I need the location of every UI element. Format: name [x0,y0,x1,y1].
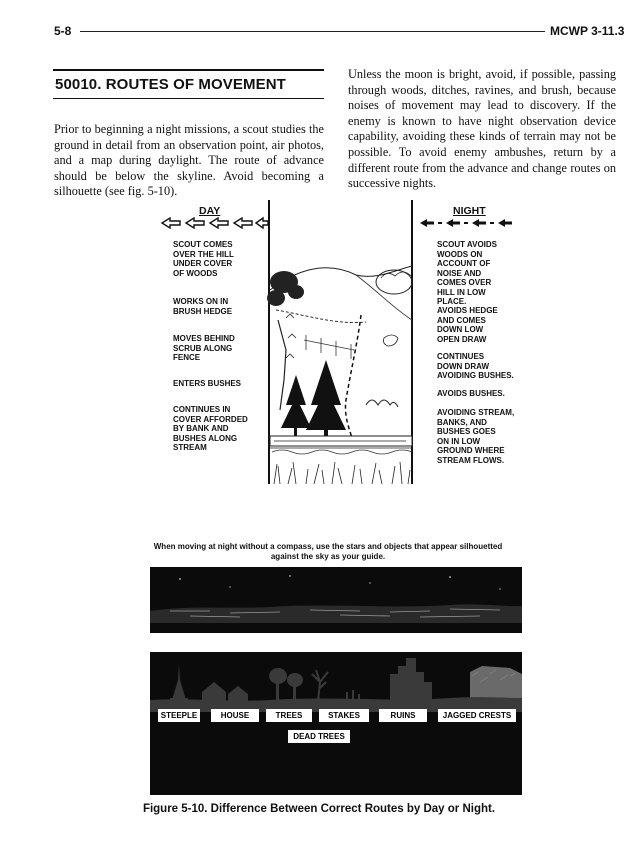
page-number: 5-8 [54,24,72,38]
night-step: AVOIDING STREAM, BANKS, AND BUSHES GOES ON IN LOW GROUND WHERE STREAM FLOWS. [437,408,515,465]
label-jagged-crests: JAGGED CRESTS [438,709,516,722]
figure-caption: Figure 5-10. Difference Between Correct Routes by Day or Night. [142,803,496,815]
label-stakes: STAKES [319,709,369,722]
day-arrows-icon [160,216,270,230]
title-rule-bottom [53,98,324,99]
label-trees: TREES [266,709,312,722]
day-step: SCOUT COMES OVER THE HILL UNDER COVER OF WOODS [173,240,234,278]
day-step: WORKS ON IN BRUSH HEDGE [173,297,233,316]
label-ruins: RUINS [379,709,427,722]
silhouette-panel [150,652,522,795]
night-step: AVOIDS BUSHES. [437,389,505,398]
night-guidance-caption: When moving at night without a compass, use the stars and objects that appear silhouetted against the sky as your guide. [153,542,503,561]
night-step: CONTINUES DOWN DRAW AVOIDING BUSHES. [437,352,514,380]
label-dead-trees: DEAD TREES [288,730,350,743]
paragraph-left: Prior to beginning a night missions, a scout studies the ground in detail from an observation point, air photos, and a map during daylight. The route of advance should be below the skyline. Avoid becoming a silhouette (see fig. 5-10). [54,122,324,199]
night-step: SCOUT AVOIDS WOODS ON ACCOUNT OF NOISE AND COMES OVER HILL IN LOW PLACE. [437,240,498,306]
publication-id: MCWP 3-11.3 [550,24,625,38]
day-heading: DAY [199,205,221,217]
paragraph-right: Unless the moon is bright, avoid, if possible, passing through woods, ditches, ravines, and brush, because noises of movement may lead to discovery. If the enemy is known to have night observation device capability, avoiding these kinds of terrain may not be possible. To avoid enemy ambushes, return by a different route from the advance and change routes on successive nights. [348,67,616,191]
header-rule [80,31,545,32]
night-step: AVOIDS HEDGE AND COMES DOWN LOW OPEN DRAW [437,306,498,344]
night-heading: NIGHT [453,205,486,217]
day-step: CONTINUES IN COVER AFFORDED BY BANK AND BUSHES ALONG STREAM [173,405,248,452]
day-step: MOVES BEHIND SCRUB ALONG FENCE [173,334,235,362]
day-step: ENTERS BUSHES [173,379,242,388]
label-steeple: STEEPLE [158,709,200,722]
night-sky-panel [150,567,522,633]
title-rule-top [53,69,324,71]
label-house: HOUSE [211,709,259,722]
terrain-illustration [266,200,416,484]
section-title: 50010. ROUTES OF MOVEMENT [55,76,286,93]
night-arrows-icon [418,218,522,228]
